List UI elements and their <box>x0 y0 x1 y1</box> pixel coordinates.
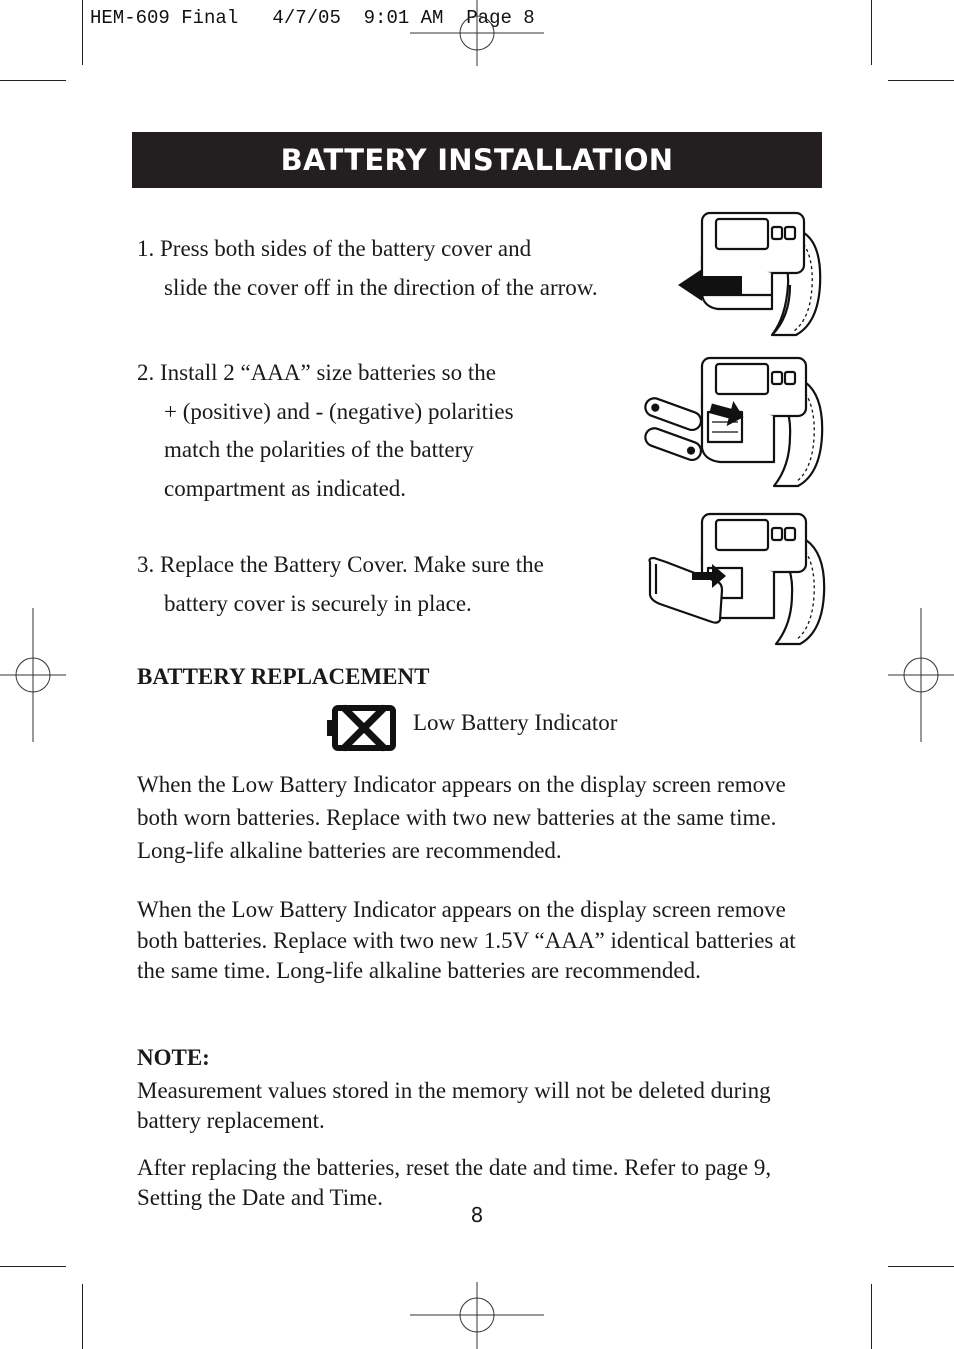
low-battery-icon <box>327 703 401 753</box>
step-text: slide the cover off in the direction of the arrow. <box>164 274 598 300</box>
step-text: match the polarities of the battery <box>164 437 474 462</box>
crop-mark <box>888 1266 954 1267</box>
crop-mark <box>82 0 83 65</box>
page-title: BATTERY INSTALLATION <box>132 132 822 188</box>
step-text: Replace the Battery Cover. Make sure the <box>160 552 544 577</box>
crop-mark <box>0 80 66 81</box>
paragraph-replacement-1: When the Low Battery Indicator appears on the display screen remove both worn batteries. Replace with two new batteries at the same time. Long-life alkaline batteries are recommended. <box>137 772 786 863</box>
registration-mark-right <box>888 608 954 742</box>
note-text: Measurement values stored in the memory will not be deleted during battery replacement. <box>137 1078 771 1133</box>
illustration-replace-cover <box>644 510 830 648</box>
step-2 <box>137 354 514 508</box>
paragraph-after-replacing: After replacing the batteries, reset the date and time. Refer to page 9, Setting the Date and Time. <box>137 1155 772 1210</box>
printer-slug: HEM-609 Final 4/7/05 9:01 AM Page 8 <box>90 7 535 29</box>
low-battery-indicator-label: Low Battery Indicator <box>413 710 618 735</box>
crop-mark <box>871 1284 872 1349</box>
step-text: Press both sides of the battery cover and <box>160 236 532 261</box>
step-text: Install 2 “AAA” size batteries so the <box>160 360 496 385</box>
crop-mark <box>0 1266 66 1267</box>
paragraph-replacement-2: When the Low Battery Indicator appears on the display screen remove both batteries. Replace with two new 1.5V “AAA” identical batteries at the same time. Long-life alkaline batteries are recommended. <box>137 897 796 983</box>
step-number: 1. <box>137 236 155 261</box>
registration-mark-left <box>0 608 66 742</box>
step-3 <box>137 546 544 623</box>
step-number: 2. <box>137 360 155 385</box>
step-text: battery cover is securely in place. <box>164 590 472 616</box>
step-text: + (positive) and - (negative) polarities <box>164 398 514 424</box>
crop-mark <box>871 0 872 65</box>
crop-mark <box>888 80 954 81</box>
step-number: 3. <box>137 552 155 577</box>
step-1 <box>137 230 598 307</box>
section-heading-battery-replacement: BATTERY REPLACEMENT <box>137 664 430 689</box>
step-text: compartment as indicated. <box>164 475 407 501</box>
crop-mark <box>82 1284 83 1349</box>
illustration-install-batteries <box>640 352 830 492</box>
registration-mark-top <box>410 0 544 66</box>
registration-mark-bottom <box>410 1282 544 1349</box>
page-number: 8 <box>470 1203 484 1227</box>
note-heading: NOTE: <box>137 1045 210 1070</box>
illustration-remove-cover <box>672 205 832 340</box>
